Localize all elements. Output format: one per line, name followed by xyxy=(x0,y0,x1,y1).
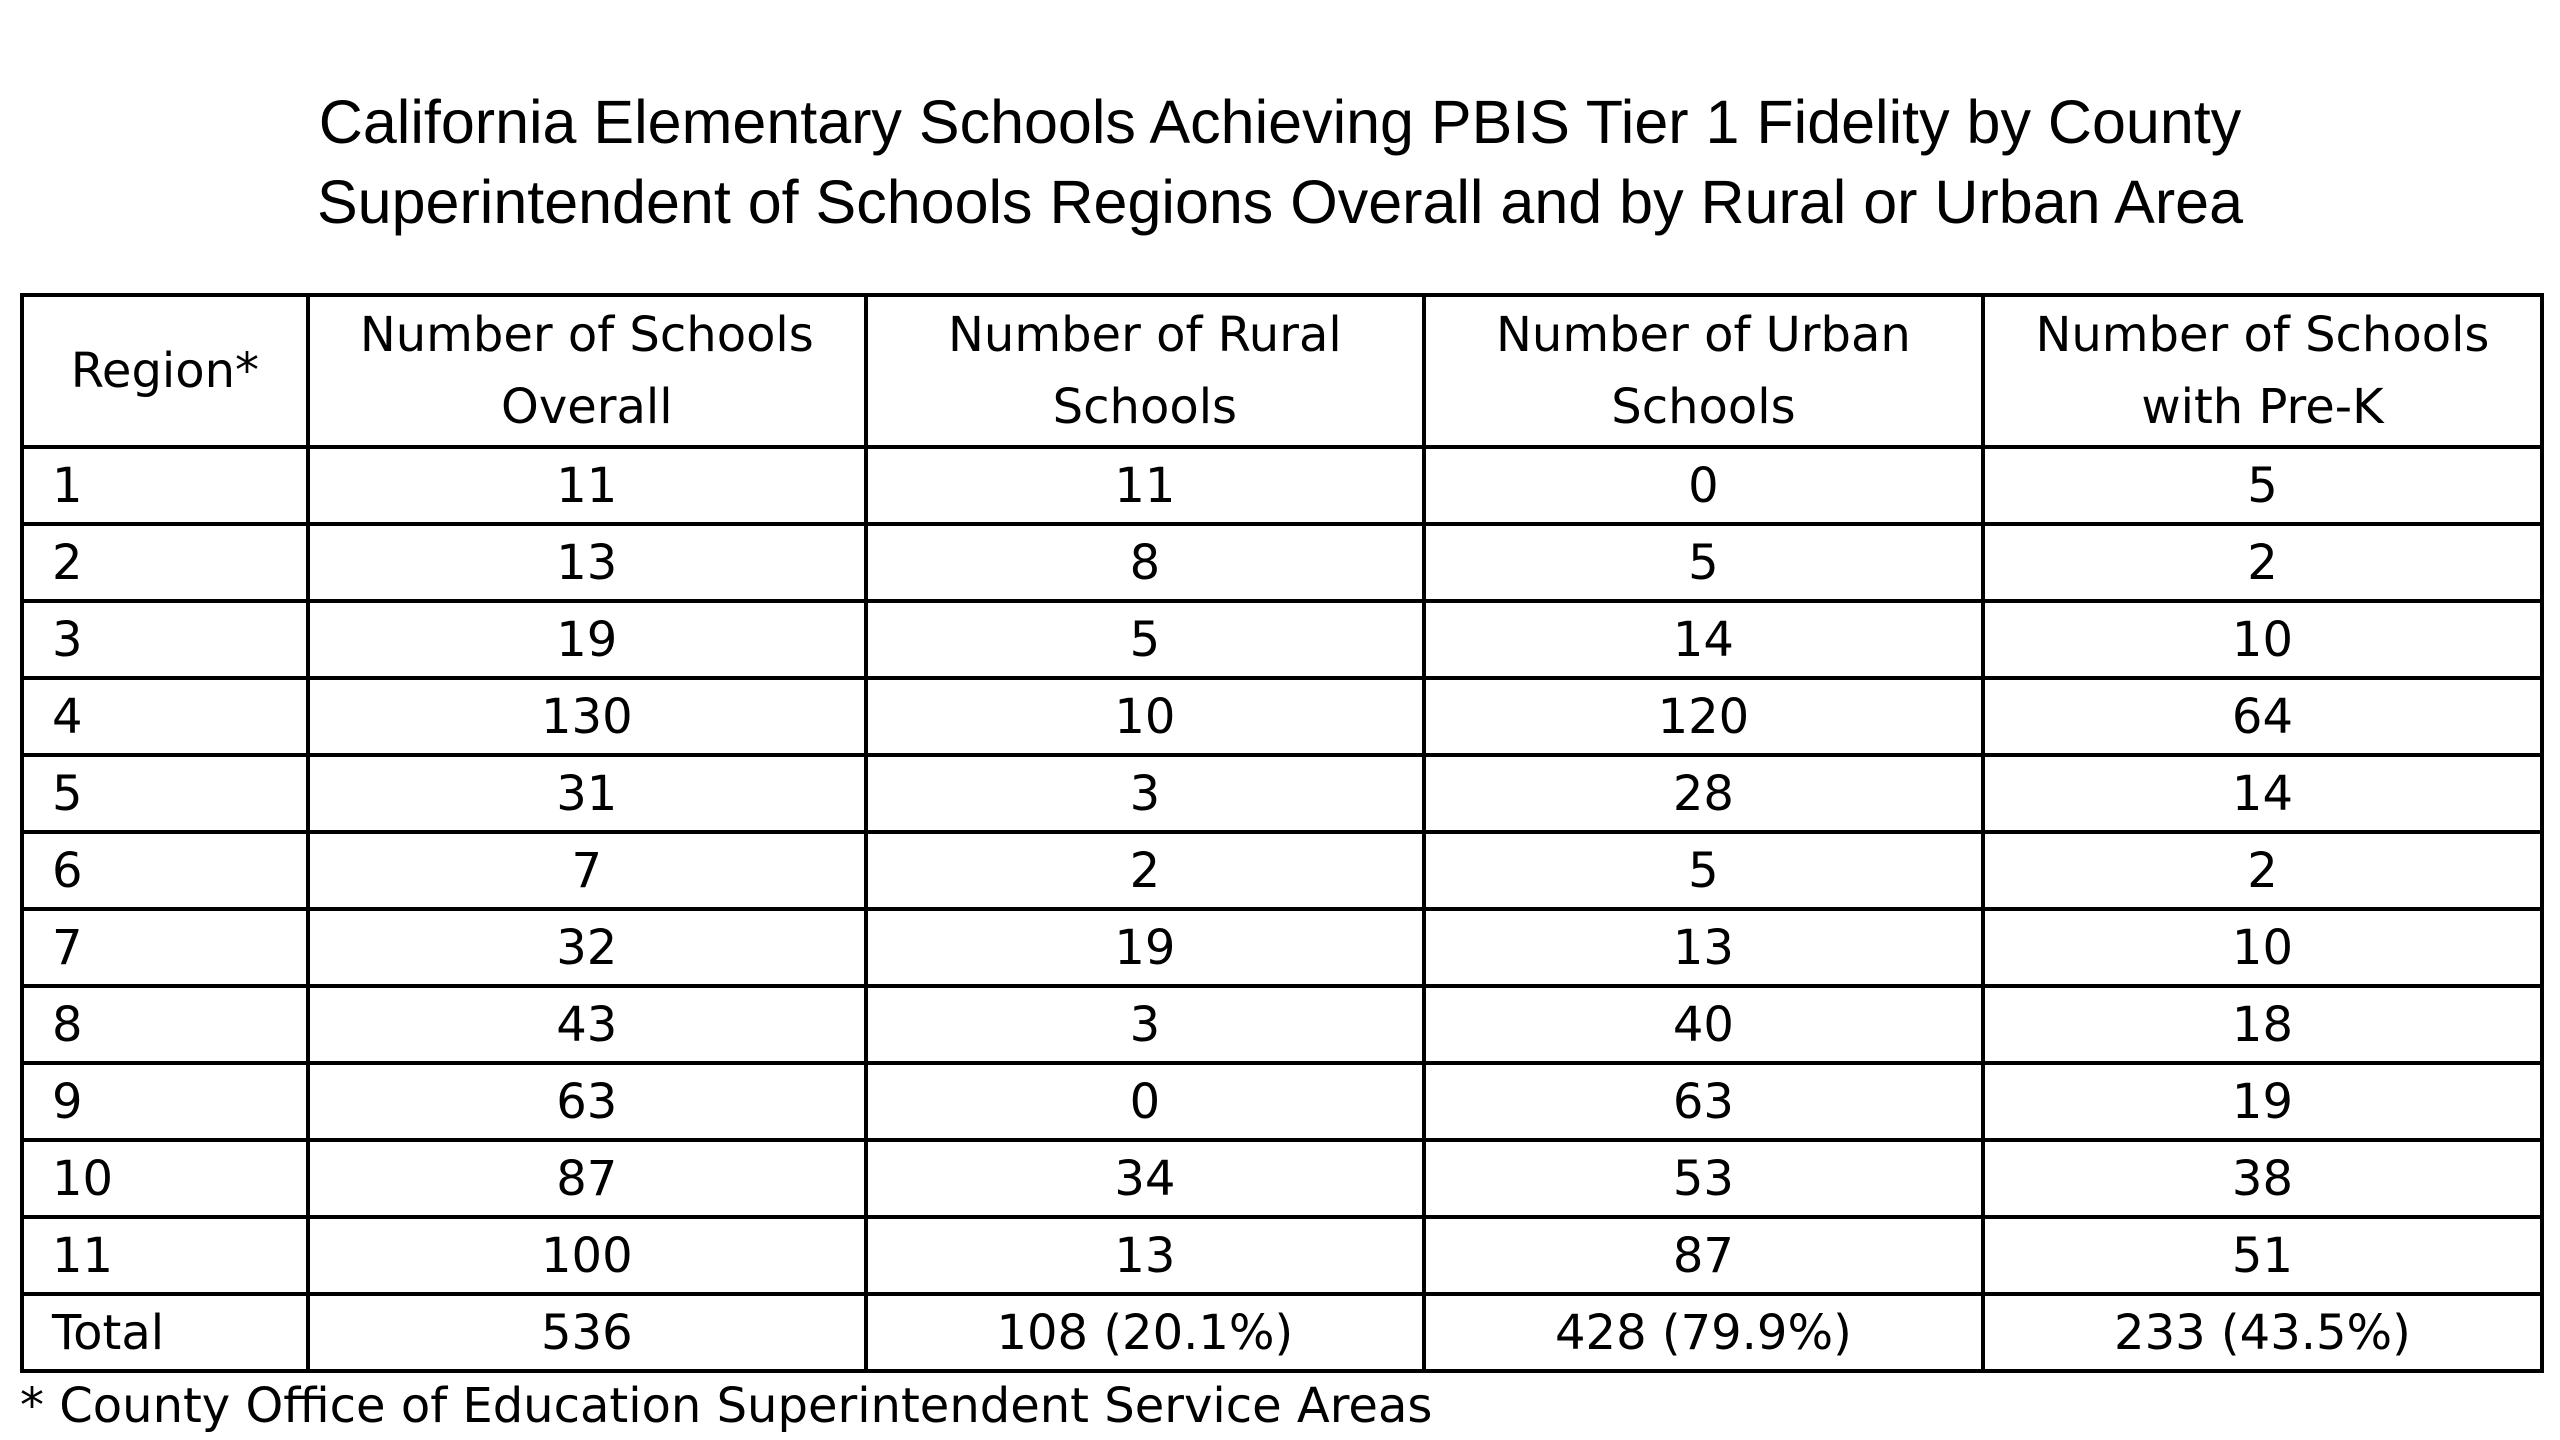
region-cell: 11 xyxy=(22,1217,308,1294)
region-cell: 3 xyxy=(22,601,308,678)
title-line-1: California Elementary Schools Achieving PBIS Tier 1 Fidelity by County xyxy=(318,88,2242,156)
region-cell: 6 xyxy=(22,832,308,909)
rural-cell: 8 xyxy=(866,524,1424,601)
region-cell: 4 xyxy=(22,678,308,755)
region-cell: 5 xyxy=(22,755,308,832)
overall-cell: 536 xyxy=(308,1294,866,1371)
region-cell: 8 xyxy=(22,986,308,1063)
header-label-line-2: Overall xyxy=(501,379,673,435)
header-label-line-2: Schools xyxy=(1052,379,1238,435)
overall-cell: 13 xyxy=(308,524,866,601)
pre-k-cell: 2 xyxy=(1983,524,2542,601)
overall-cell: 100 xyxy=(308,1217,866,1294)
header-label-line-2: Schools xyxy=(1611,379,1796,435)
rural-cell: 108 (20.1%) xyxy=(866,1294,1424,1371)
overall-cell: 11 xyxy=(308,447,866,524)
urban-cell: 40 xyxy=(1424,986,1983,1063)
table-row xyxy=(22,909,2542,986)
rural-cell: 3 xyxy=(866,986,1424,1063)
pre-k-cell: 5 xyxy=(1983,447,2542,524)
header-region xyxy=(22,295,308,447)
table-row xyxy=(22,524,2542,601)
table-row xyxy=(22,678,2542,755)
rural-cell: 10 xyxy=(866,678,1424,755)
table-row xyxy=(22,601,2542,678)
urban-cell: 53 xyxy=(1424,1140,1983,1217)
table-body xyxy=(22,447,2542,1371)
urban-cell: 0 xyxy=(1424,447,1983,524)
rural-cell: 5 xyxy=(866,601,1424,678)
table-row xyxy=(22,447,2542,524)
region-cell: 10 xyxy=(22,1140,308,1217)
pre-k-cell: 14 xyxy=(1983,755,2542,832)
header-label-line-1: Number of Rural xyxy=(948,307,1342,363)
header-schools-pre-k xyxy=(1983,295,2542,447)
overall-cell: 31 xyxy=(308,755,866,832)
region-cell: 2 xyxy=(22,524,308,601)
schools-table xyxy=(20,293,2544,1373)
rural-cell: 3 xyxy=(866,755,1424,832)
overall-cell: 87 xyxy=(308,1140,866,1217)
footnote: * County Office of Education Superintendent Service Areas xyxy=(20,1378,1433,1434)
urban-cell: 428 (79.9%) xyxy=(1424,1294,1983,1371)
overall-cell: 7 xyxy=(308,832,866,909)
table-row xyxy=(22,1217,2542,1294)
table-row xyxy=(22,755,2542,832)
pre-k-cell: 38 xyxy=(1983,1140,2542,1217)
header-region-label: Region* xyxy=(70,343,260,399)
overall-cell: 19 xyxy=(308,601,866,678)
region-cell: 9 xyxy=(22,1063,308,1140)
rural-cell: 0 xyxy=(866,1063,1424,1140)
region-cell: Total xyxy=(22,1294,308,1371)
rural-cell: 11 xyxy=(866,447,1424,524)
header-label-line-1: Number of Schools xyxy=(2035,307,2490,363)
urban-cell: 28 xyxy=(1424,755,1983,832)
header-urban-schools xyxy=(1424,295,1983,447)
urban-cell: 5 xyxy=(1424,832,1983,909)
pre-k-cell: 51 xyxy=(1983,1217,2542,1294)
urban-cell: 120 xyxy=(1424,678,1983,755)
urban-cell: 13 xyxy=(1424,909,1983,986)
header-label-line-1: Number of Schools xyxy=(359,307,814,363)
table-header-row xyxy=(22,295,2542,447)
region-cell: 1 xyxy=(22,447,308,524)
overall-cell: 43 xyxy=(308,986,866,1063)
table-row xyxy=(22,986,2542,1063)
rural-cell: 2 xyxy=(866,832,1424,909)
pre-k-cell: 64 xyxy=(1983,678,2542,755)
overall-cell: 63 xyxy=(308,1063,866,1140)
pre-k-cell: 10 xyxy=(1983,909,2542,986)
header-label-line-2: with Pre-K xyxy=(2141,379,2384,435)
pre-k-cell: 18 xyxy=(1983,986,2542,1063)
overall-cell: 32 xyxy=(308,909,866,986)
header-label-line-1: Number of Urban xyxy=(1496,307,1911,363)
pre-k-cell: 2 xyxy=(1983,832,2542,909)
header-rural-schools xyxy=(866,295,1424,447)
pre-k-cell: 10 xyxy=(1983,601,2542,678)
urban-cell: 63 xyxy=(1424,1063,1983,1140)
table-total-row xyxy=(22,1294,2542,1371)
table-row xyxy=(22,1140,2542,1217)
pre-k-cell: 233 (43.5%) xyxy=(1983,1294,2542,1371)
urban-cell: 5 xyxy=(1424,524,1983,601)
rural-cell: 13 xyxy=(866,1217,1424,1294)
page-title xyxy=(0,82,2560,242)
table-row xyxy=(22,832,2542,909)
urban-cell: 14 xyxy=(1424,601,1983,678)
table-row xyxy=(22,1063,2542,1140)
rural-cell: 19 xyxy=(866,909,1424,986)
rural-cell: 34 xyxy=(866,1140,1424,1217)
region-cell: 7 xyxy=(22,909,308,986)
overall-cell: 130 xyxy=(308,678,866,755)
pre-k-cell: 19 xyxy=(1983,1063,2542,1140)
header-schools-overall xyxy=(308,295,866,447)
urban-cell: 87 xyxy=(1424,1217,1983,1294)
title-line-2: Superintendent of Schools Regions Overall and by Rural or Urban Area xyxy=(317,168,2243,236)
